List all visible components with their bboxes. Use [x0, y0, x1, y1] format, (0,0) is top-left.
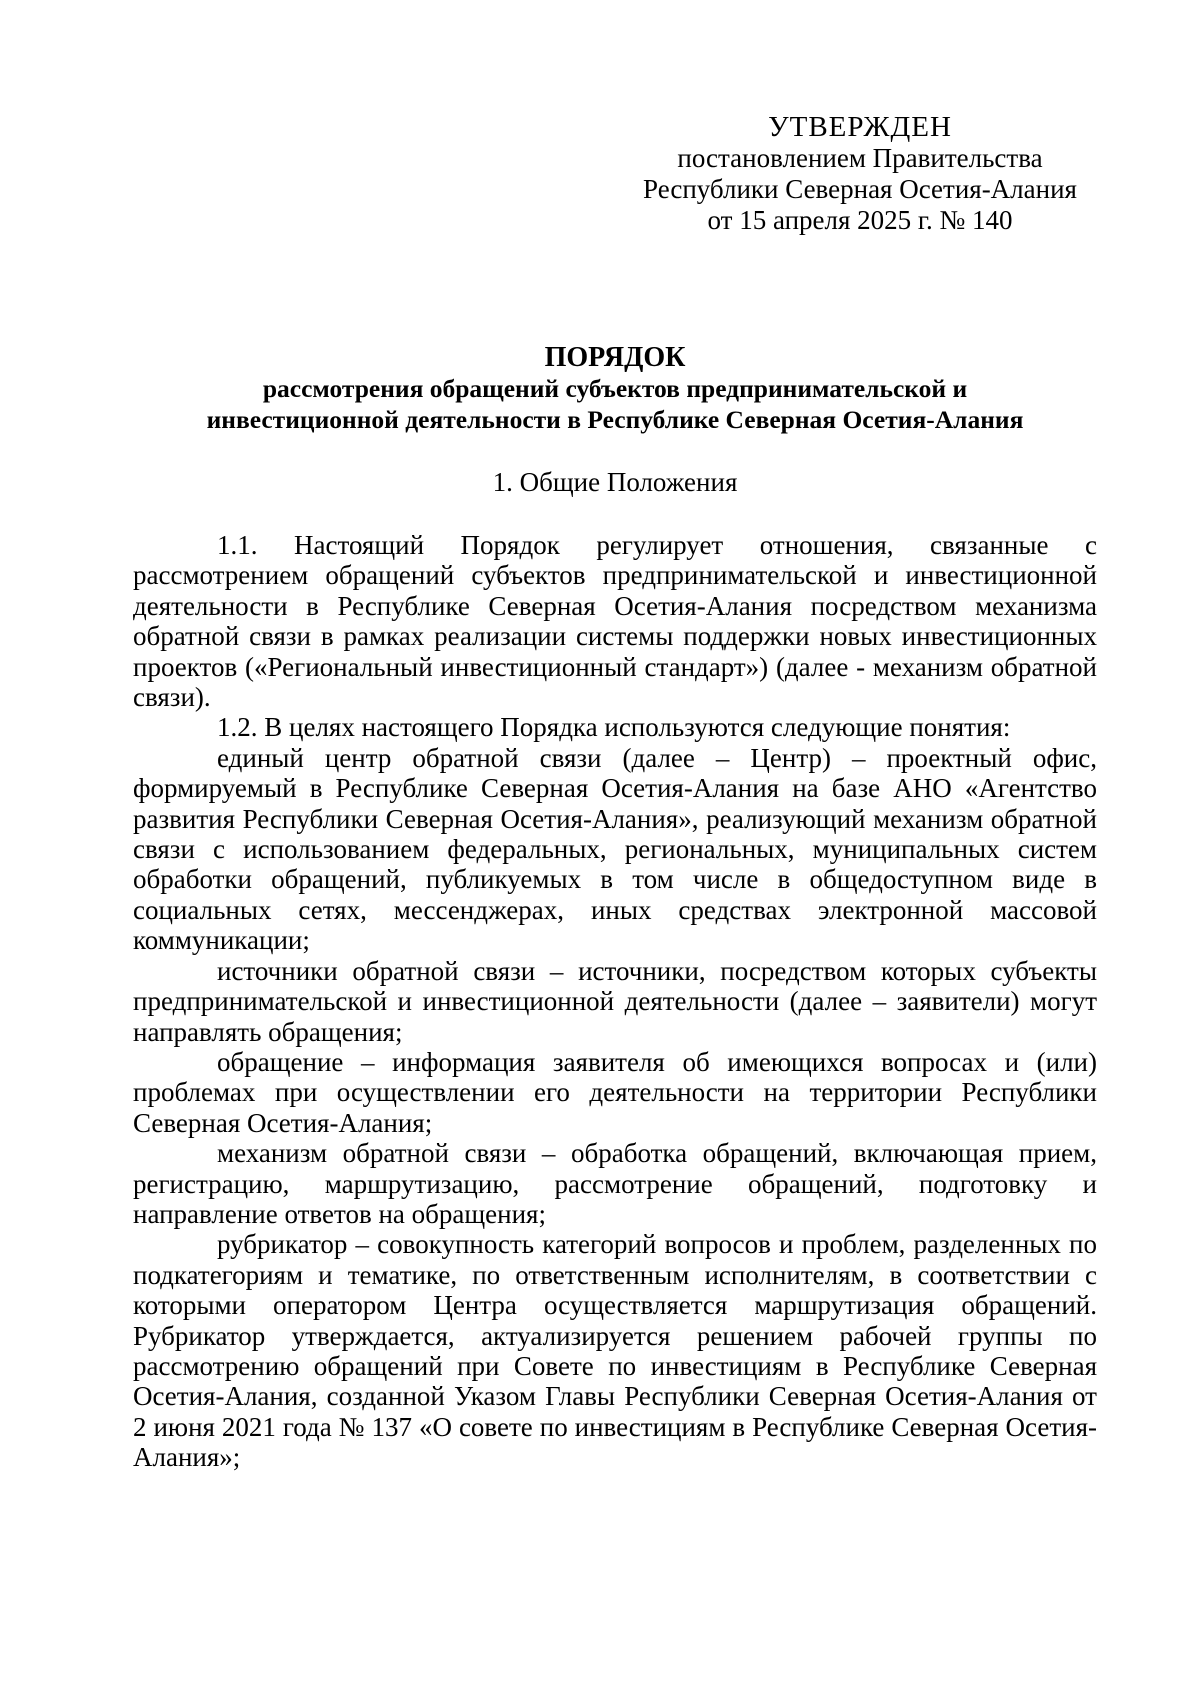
paragraph-1-1: 1.1. Настоящий Порядок регулирует отношения, связанные с рассмотрением обращений субъектов предпринимательской и инвестиционной деятельности в Республике Северная Осетия-Алания посредством механизма обратной связи в рамках реализации системы поддержки новых инвестиционных проектов («Региональный инвестиционный стандарт») (далее - механизм обратной связи). — [133, 530, 1097, 713]
approval-block — [600, 112, 1120, 236]
approval-line: Республики Северная Осетия-Алания — [643, 174, 1077, 204]
approval-title: УТВЕРЖДЕН — [768, 111, 952, 143]
paragraph-list — [133, 530, 1097, 1473]
definition-feedback-center: единый центр обратной связи (далее – Центр) – проектный офис, формируемый в Республике Северная Осетия-Алания на базе АНО «Агентство развития Республики Северная Осетия-Алания», реализующий механизм обратной связи с использованием федеральных, региональных, муниципальных систем обработки обращений, публикуемых в том числе в общедоступном виде в социальных сетях, мессенджерах, иных средствах электронной массовой коммуникации; — [133, 742, 1097, 956]
document-subtitle-line: инвестиционной деятельности в Республике Северная Осетия-Алания — [206, 405, 1024, 434]
definition-feedback-mechanism: механизм обратной связи – обработка обращений, включающая прием, регистрацию, маршрутизацию, рассмотрение обращений, подготовку и направление ответов на обращения; — [133, 1138, 1097, 1229]
document-body — [133, 342, 1097, 1473]
definition-rubricator: рубрикатор – совокупность категорий вопросов и проблем, разделенных по подкатегориям и тематике, по ответственным исполнителям, в соответствии с которыми оператором Центра осуществляется маршрутизация обращений. Рубрикатор утверждается, актуализируется решением рабочей группы по рассмотрению обращений при Совете по инвестициям в Республике Северная Осетия-Алания, созданной Указом Главы Республики Северная Осетия-Алания от 2 июня 2021 года № 137 «О совете по инвестициям в Республике Северная Осетия-Алания»; — [133, 1229, 1097, 1473]
document-title: ПОРЯДОК — [544, 342, 686, 373]
approval-date-number: от 15 апреля 2025 г. № 140 — [707, 205, 1013, 235]
definition-appeal: обращение – информация заявителя об имеющихся вопросах и (или) проблемах при осуществлении его деятельности на территории Республики Северная Осетия-Алания; — [133, 1046, 1097, 1138]
section-heading: 1. Общие Положения — [492, 467, 738, 497]
definition-feedback-sources: источники обратной связи – источники, посредством которых субъекты предпринимательской и инвестиционной деятельности (далее – заявители) могут направлять обращения; — [133, 955, 1097, 1047]
document-subtitle-line: рассмотрения обращений субъектов предпринимательской и — [262, 374, 968, 403]
approval-line: постановлением Правительства — [677, 143, 1043, 173]
paragraph-1-2: 1.2. В целях настоящего Порядка используются следующие понятия: — [217, 712, 1011, 743]
